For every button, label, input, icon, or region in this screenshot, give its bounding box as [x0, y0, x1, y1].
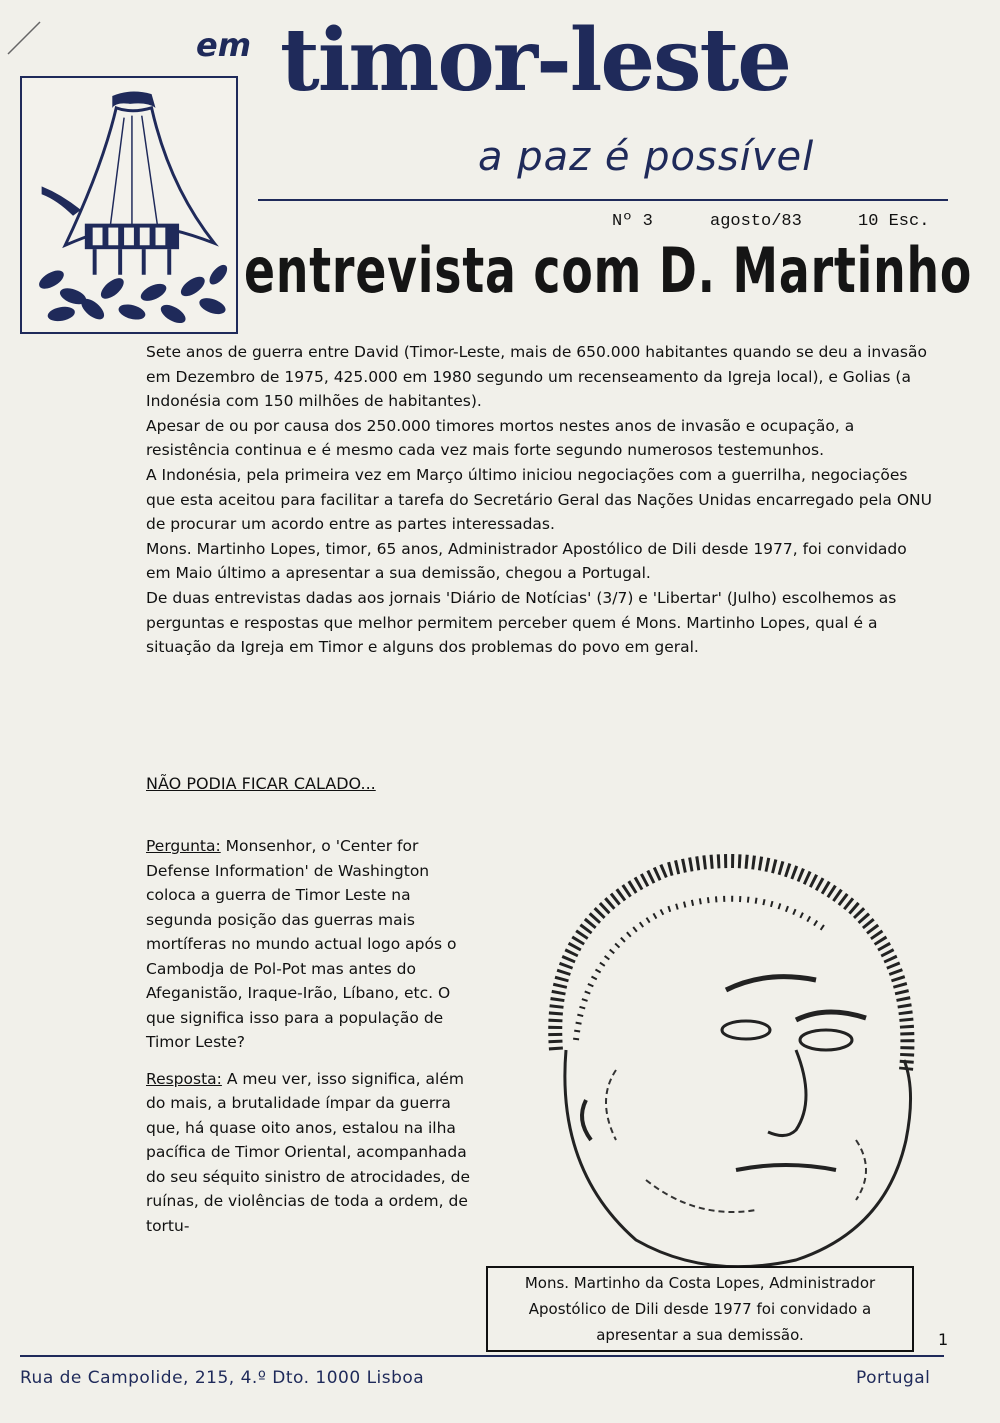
issue-price: 10 Esc.: [858, 212, 930, 231]
footer-address: Rua de Campolide, 215, 4.º Dto. 1000 Lisboa: [20, 1368, 425, 1388]
logo-sacred-house-icon: [20, 76, 238, 334]
masthead-subtitle: a paz é possível: [478, 134, 815, 180]
issue-number: Nº 3: [612, 212, 653, 231]
interview-column: [146, 834, 476, 1250]
answer: [146, 1067, 476, 1239]
intro-paragraph: A Indonésia, pela primeira vez em Março último iniciou negociações com a guerrilha, negociações que esta aceitou para facilitar a tarefa do Secretário Geral das Nações Unidas encarregado pela ONU de procurar um acordo entre as partes interessadas.: [146, 465, 932, 534]
intro-paragraph: Mons. Martinho Lopes, timor, 65 anos, Administrador Apostólico de Dili desde 1977, foi convidado em Maio último a apresentar a sua demissão, chegou a Portugal.: [146, 539, 907, 583]
pen-mark-icon: [4, 18, 44, 58]
masthead-rule: [258, 199, 948, 201]
masthead-title: timor-leste: [280, 10, 790, 111]
answer-label: Resposta:: [146, 1069, 222, 1088]
question: [146, 834, 476, 1055]
question-text: Monsenhor, o 'Center for Defense Information' de Washington coloca a guerra de Timor Leste na segunda posição das guerras mais mortíferas no mundo actual logo após o Cambodja de Pol-Pot mas antes do Afeganistão, Iraque-Irão, Líbano, etc. O que significa isso para a população de Timor Leste?: [146, 837, 457, 1051]
page-number: 1: [938, 1330, 949, 1349]
question-label: Pergunta:: [146, 837, 221, 855]
masthead-prefix: em: [196, 26, 252, 64]
portrait-drawing-icon: [496, 840, 936, 1270]
intro-paragraph: Apesar de ou por causa dos 250.000 timores mortos nestes anos de invasão e ocupação, a resistência continua e é mesmo cada vez mais forte segundo numerosos testemunhos.: [146, 416, 855, 460]
section-heading: NÃO PODIA FICAR CALADO...: [146, 774, 376, 793]
intro-paragraph: De duas entrevistas dadas aos jornais 'Diário de Notícias' (3/7) e 'Libertar' (Julho) escolhemos as perguntas e respostas que melhor permitem perceber quem é Mons. Martinho Lopes, qual é a situação da Igreja em Timor e alguns dos problemas do povo em geral.: [146, 588, 897, 657]
issue-date: agosto/83: [710, 212, 802, 231]
headline: entrevista com D. Martinho: [244, 234, 973, 307]
intro-paragraph: Sete anos de guerra entre David (Timor-Leste, mais de 650.000 habitantes quando se deu a invasão em Dezembro de 1975, 425.000 em 1980 segundo um recenseamento da Igreja local), e Golias (a Indonésia com 150 milhões de habitantes).: [146, 343, 927, 411]
footer-country: Portugal: [856, 1368, 931, 1388]
answer-text: A meu ver, isso significa, além do mais, a brutalidade ímpar da guerra que, há quase oito anos, estalou na ilha pacífica de Timor Oriental, acompanhada do seu séquito sinistro de atrocidades, de ruínas, de violências de toda a ordem, de tortu-: [146, 1069, 471, 1235]
footer-rule: [20, 1355, 944, 1357]
portrait-caption: Mons. Martinho da Costa Lopes, Administrador Apostólico de Dili desde 1977 foi convidado a apresentar a sua demissão.: [486, 1266, 914, 1352]
intro-text: [146, 340, 936, 660]
